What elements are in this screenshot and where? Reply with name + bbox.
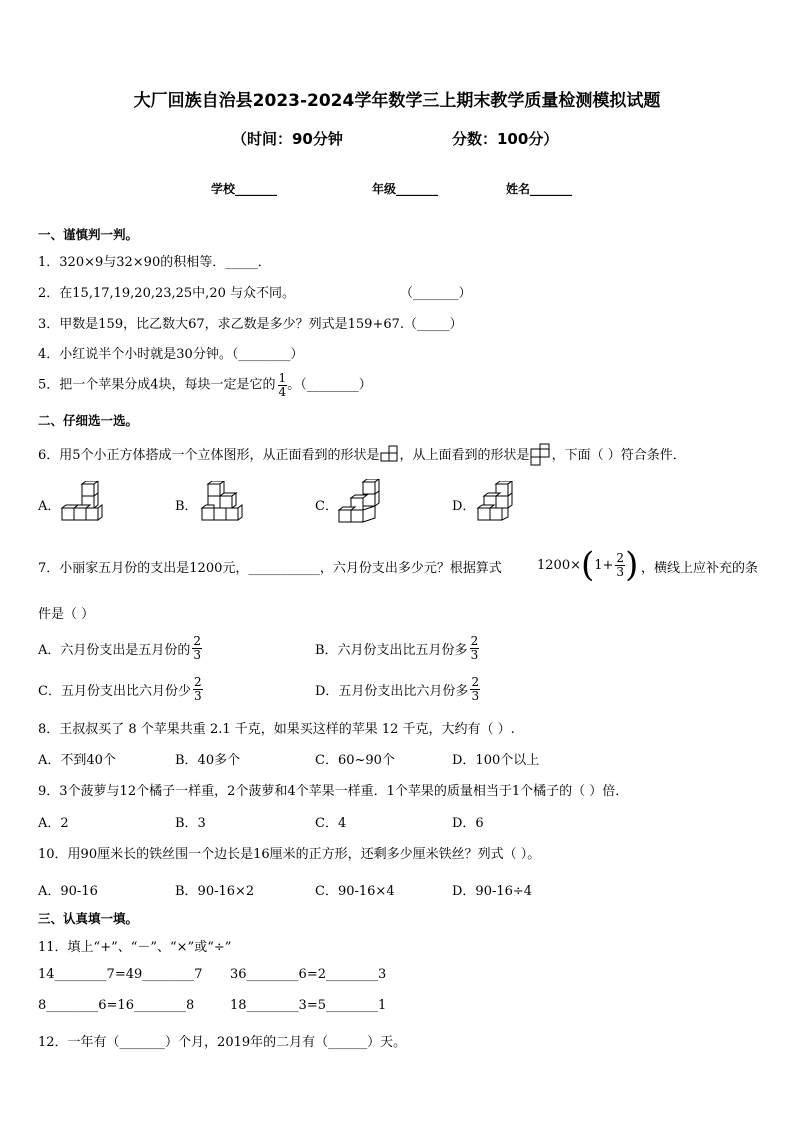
question-2: 2．在15,17,19,20,23,25中,20 与众不同。 — [38, 286, 295, 301]
q6-option-b: B． — [175, 499, 198, 514]
q7-option-d — [315, 670, 480, 708]
q9-option-a: A．2 — [38, 816, 69, 831]
q9-option-b: B．3 — [175, 816, 206, 831]
fraction — [193, 676, 203, 702]
q6-option-a-figure — [60, 481, 106, 523]
q7-expression-one: 1+ — [594, 557, 614, 573]
q7-option-d-text: D．五月份支出比六月份多 — [315, 683, 469, 699]
q7-option-c — [38, 670, 203, 708]
left-paren: ( — [580, 545, 595, 585]
fraction — [470, 635, 480, 661]
exam-time: （时间：90分钟 — [232, 130, 343, 148]
q9-option-d: D．6 — [452, 816, 484, 831]
top-view-icon — [530, 443, 552, 467]
q7-option-b-text: B．六月份支出比五月份多 — [315, 642, 468, 658]
question-4: 4．小红说半个小时就是30分钟。（________） — [38, 347, 304, 362]
question-9: 9．3个菠萝与12个橘子一样重，2个菠萝和4个苹果一样重．1个苹果的质量相当于1个橘子的（ ）倍． — [38, 784, 629, 799]
q8-option-d: D．100个以上 — [452, 753, 540, 768]
fraction-numerator: 2 — [471, 674, 480, 689]
fraction-denominator: 3 — [193, 647, 202, 662]
q11-row2-right: 18________3=5________1 — [230, 998, 387, 1013]
school-field: 学校_______ — [211, 182, 278, 196]
question-7-tail: ，横线上应补充的条 — [641, 561, 759, 576]
q8-option-b: B．40多个 — [175, 753, 241, 768]
q11-row1-left: 14________7=49________7 — [38, 967, 203, 982]
q6-option-c-figure — [337, 479, 385, 525]
question-8: 8．王叔叔买了 8 个苹果共重 2.1 千克，如果买这样的苹果 12 千克，大约有（ ）. — [38, 722, 515, 737]
q7-option-a-text: A．六月份支出是五月份的 — [38, 642, 191, 658]
q10-option-a: A．90-16 — [38, 884, 98, 899]
q10-option-b: B．90-16×2 — [175, 884, 255, 899]
fraction-numerator: 2 — [193, 633, 202, 648]
question-2-blank: （_______） — [400, 286, 472, 301]
grade-field: 年级_______ — [372, 182, 439, 196]
q11-row1-right: 36________6=2________3 — [230, 967, 387, 982]
question-5-blank: 。（________） — [287, 377, 372, 393]
q10-option-c: C．90-16×4 — [315, 884, 395, 899]
question-7: 7．小丽家五月份的支出是1200元，___________，六月份支出多少元？根据算式 — [38, 561, 502, 576]
q7-option-c-text: C．五月份支出比六月份少 — [38, 683, 191, 699]
question-6 — [38, 443, 686, 467]
fraction-numerator: 2 — [616, 550, 625, 565]
question-12: 12．一年有（_______）个月，2019年的二月有（______）天。 — [38, 1035, 407, 1050]
question-5 — [38, 372, 372, 398]
page-title: 大厂回族自治县2023-2024学年数学三上期末教学质量检测模拟试题 — [133, 91, 661, 111]
q7-expression — [537, 542, 638, 588]
question-10: 10．用90厘米长的铁丝围一个边长是16厘米的正方形，还剩多少厘米铁丝？列式（ ）。 — [38, 847, 541, 862]
question-3: 3．甲数是159，比乙数大67，求乙数是多少？列式是159+67.（_____） — [38, 317, 463, 332]
fraction-denominator: 4 — [278, 384, 287, 399]
question-6-text-b: ，从上面看到的形状是 — [399, 448, 530, 463]
fraction-numerator: 2 — [193, 674, 202, 689]
exam-score: 分数：100分） — [452, 130, 559, 148]
question-6-text-a: 6．用5个小正方体搭成一个立体图形，从正面看到的形状是 — [38, 448, 380, 463]
fraction — [192, 635, 202, 661]
q7-option-a — [38, 629, 202, 667]
fraction-numerator: 2 — [470, 633, 479, 648]
front-view-icon — [380, 445, 400, 463]
fraction — [470, 676, 480, 702]
fraction-denominator: 3 — [616, 564, 625, 579]
q7-expression-multiplicand: 1200× — [537, 557, 581, 573]
q8-option-a: A．不到40个 — [38, 753, 116, 768]
question-5-text: 5．把一个苹果分成4块，每块一定是它的 — [38, 377, 276, 393]
q6-option-c: C． — [315, 499, 338, 514]
fraction-numerator: 1 — [278, 371, 287, 385]
q6-option-d-figure — [474, 481, 520, 523]
q9-option-c: C．4 — [315, 816, 347, 831]
section-heading-2: 二、仔细选一选。 — [38, 413, 139, 428]
section-heading-3: 三、认真填一填。 — [38, 911, 139, 926]
fraction-denominator: 3 — [470, 647, 479, 662]
q7-option-b — [315, 629, 479, 667]
fraction — [615, 552, 625, 578]
fraction-denominator: 3 — [193, 688, 202, 703]
q8-option-c: C．60~90个 — [315, 753, 395, 768]
fraction-denominator: 3 — [471, 688, 480, 703]
right-paren: ) — [625, 545, 639, 585]
question-11: 11．填上“+”、“－”、“×”或“÷” — [38, 940, 232, 955]
question-6-text-c: ，下面（ ）符合条件． — [551, 448, 686, 463]
q11-row2-left: 8________6=16________8 — [38, 998, 195, 1013]
fraction — [278, 372, 288, 398]
q6-option-a: A． — [38, 499, 61, 514]
q6-option-b-figure — [200, 481, 246, 523]
question-1: 1．320×9与32×90的积相等．_____． — [38, 255, 271, 270]
section-heading-1: 一、谨慎判一判。 — [38, 227, 139, 242]
question-7-line2: 件是（ ） — [38, 607, 95, 622]
q6-option-d: D． — [452, 499, 476, 514]
q10-option-d: D．90-16÷4 — [452, 884, 533, 899]
name-field: 姓名_______ — [506, 182, 573, 196]
